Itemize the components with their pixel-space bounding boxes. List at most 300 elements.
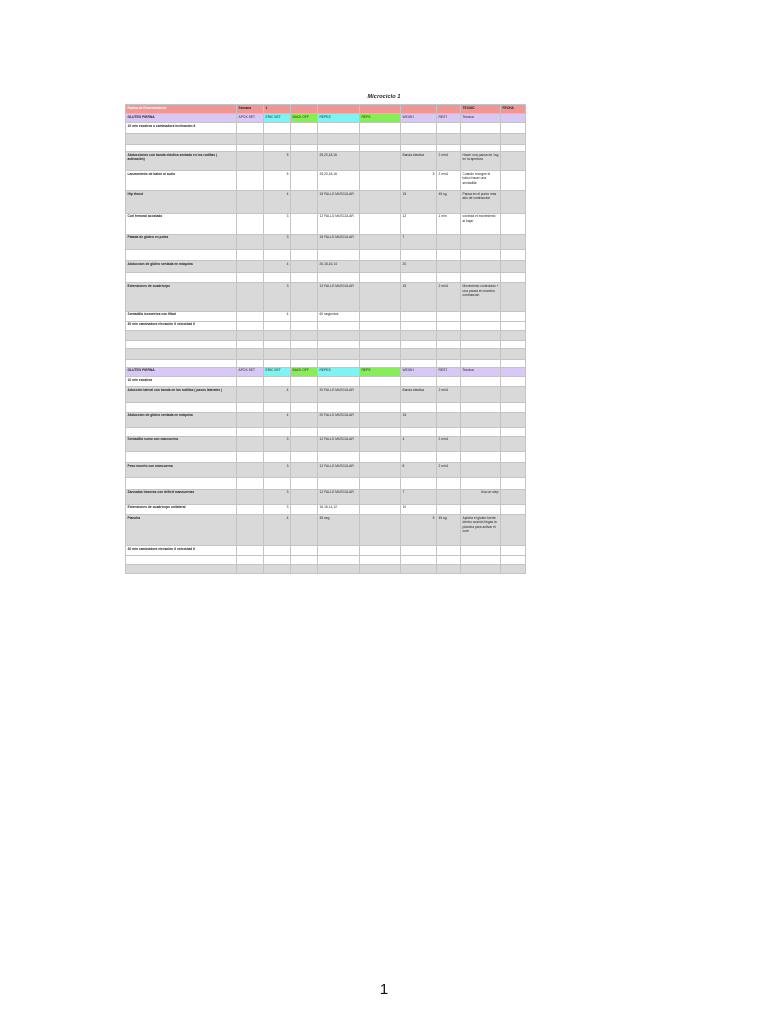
table-cell <box>237 144 264 151</box>
table-cell <box>291 249 318 260</box>
exercise-cell: Hip thrust <box>126 191 237 213</box>
table-row <box>126 452 526 463</box>
table-cell <box>237 556 264 564</box>
table-cell <box>501 144 526 151</box>
column-header: REST <box>437 114 461 123</box>
table-cell <box>237 436 264 451</box>
table-cell <box>360 489 401 504</box>
table-cell <box>360 427 401 436</box>
table-row <box>126 478 526 489</box>
table-cell <box>360 249 401 260</box>
table-cell <box>437 504 461 514</box>
table-cell <box>264 556 291 564</box>
table-cell <box>501 349 526 359</box>
table-cell <box>437 556 461 564</box>
table-cell <box>291 463 318 478</box>
table-row <box>126 427 526 436</box>
exercise-cell: Abduccion de glúteo sentada en máquina <box>126 261 237 273</box>
table-cell <box>264 321 291 330</box>
table-cell <box>360 311 401 321</box>
table-cell <box>501 359 526 367</box>
table-cell <box>291 403 318 412</box>
exercise-cell: Lanzamiento de balon al suelo <box>126 171 237 191</box>
exercise-cell: Curl femoral acostado <box>126 213 237 234</box>
table-cell <box>237 191 264 213</box>
table-row <box>126 436 526 451</box>
table-cell: 3 <box>264 504 291 514</box>
table-cell <box>401 359 437 367</box>
table-cell <box>401 249 437 260</box>
header-blank <box>437 105 461 114</box>
table-cell <box>318 144 360 151</box>
table-cell <box>461 123 501 133</box>
table-cell <box>291 478 318 489</box>
table-cell <box>437 376 461 386</box>
table-cell <box>264 403 291 412</box>
tecnic-label: TECNIC <box>461 105 501 114</box>
table-cell: Banda elastica <box>401 151 437 170</box>
table-cell <box>237 261 264 273</box>
column-header: Tecnica <box>461 114 501 123</box>
table-cell <box>291 151 318 170</box>
table-cell: 20 <box>401 261 437 273</box>
table-cell <box>501 376 526 386</box>
table-cell <box>461 452 501 463</box>
exercise-cell: 10 min escalera <box>126 376 237 386</box>
table-cell <box>401 427 437 436</box>
table-cell <box>360 515 401 546</box>
table-row <box>126 489 526 504</box>
table-cell: 20 FALLO MUSCULAR <box>318 387 360 403</box>
table-cell <box>501 283 526 311</box>
table-cell: 7 <box>401 489 437 504</box>
exercise-cell: Extensiones de cuadriceps <box>126 283 237 311</box>
table-cell: 4 <box>264 412 291 427</box>
table-cell <box>264 341 291 349</box>
table-cell <box>501 151 526 170</box>
table-cell <box>237 403 264 412</box>
table-cell: 3 <box>264 213 291 234</box>
table-cell <box>264 331 291 341</box>
table-cell <box>237 331 264 341</box>
table-cell <box>501 427 526 436</box>
exercise-cell: Sentadilla sumo con mancuerna <box>126 436 237 451</box>
table-cell <box>237 283 264 311</box>
table-cell <box>401 376 437 386</box>
table-cell <box>461 556 501 564</box>
header-blank <box>291 105 318 114</box>
exercise-cell <box>126 349 237 359</box>
table-cell <box>461 321 501 330</box>
table-cell <box>461 349 501 359</box>
week-label: Semana <box>237 105 264 114</box>
table-row <box>126 171 526 191</box>
table-cell <box>237 273 264 283</box>
table-cell <box>360 452 401 463</box>
table-cell <box>360 133 401 144</box>
table-cell <box>318 273 360 283</box>
table-cell <box>237 321 264 330</box>
table-cell <box>360 436 401 451</box>
table-cell: 4 <box>264 387 291 403</box>
table-cell <box>437 261 461 273</box>
table-row <box>126 249 526 260</box>
table-cell <box>264 478 291 489</box>
table-cell <box>501 463 526 478</box>
table-cell <box>291 331 318 341</box>
table-cell <box>291 123 318 133</box>
table-cell <box>237 387 264 403</box>
table-cell: 15 FALLO MUSCULAR <box>318 191 360 213</box>
table-cell <box>437 489 461 504</box>
table-cell <box>501 403 526 412</box>
column-header: REPS <box>360 114 401 123</box>
table-cell <box>318 349 360 359</box>
table-cell <box>291 376 318 386</box>
table-cell <box>360 478 401 489</box>
table-cell <box>360 546 401 556</box>
table-cell: 15 <box>401 412 437 427</box>
table-cell <box>237 359 264 367</box>
exercise-cell: Abduccion de glúteo sentada en máquina <box>126 412 237 427</box>
table-cell: Cuando recoges el balon hacer una sentadilla <box>461 171 501 191</box>
table-row <box>126 359 526 367</box>
table-cell <box>461 331 501 341</box>
column-header: WEIGH <box>401 114 437 123</box>
table-cell <box>401 144 437 151</box>
table-cell <box>360 387 401 403</box>
table-cell <box>437 412 461 427</box>
table-cell <box>291 436 318 451</box>
table-cell <box>360 463 401 478</box>
table-cell <box>291 515 318 546</box>
table-cell <box>437 144 461 151</box>
table-cell: Movimiento controlado + una pausa en maximo contraccion <box>461 283 501 311</box>
exercise-cell: Abducciones con banda elástica sentada en los rodillas ( activación) <box>126 151 237 170</box>
table-cell: 25,20,18,16 <box>318 151 360 170</box>
exercise-cell <box>126 341 237 349</box>
table-row <box>126 261 526 273</box>
table-cell <box>360 504 401 514</box>
table-cell <box>291 427 318 436</box>
exercise-cell <box>126 556 237 564</box>
table-cell <box>318 133 360 144</box>
exercise-cell <box>126 427 237 436</box>
table-cell <box>237 412 264 427</box>
table-cell <box>291 564 318 573</box>
table-cell <box>264 349 291 359</box>
table-cell: 20,18,16,14 <box>318 261 360 273</box>
table-cell <box>437 133 461 144</box>
table-cell: 4 <box>264 191 291 213</box>
table-cell <box>401 478 437 489</box>
table-cell <box>318 452 360 463</box>
table-cell <box>401 546 437 556</box>
table-cell <box>360 349 401 359</box>
table-cell <box>264 273 291 283</box>
table-cell <box>501 412 526 427</box>
table-cell: 12 FALLO MUSCULAR <box>318 463 360 478</box>
table-cell <box>461 249 501 260</box>
table-cell <box>291 349 318 359</box>
exercise-cell <box>126 249 237 260</box>
exercise-cell: Zancadas traseras con déficit mancuernas <box>126 489 237 504</box>
table-cell <box>360 273 401 283</box>
table-row <box>126 403 526 412</box>
table-cell <box>437 564 461 573</box>
table-cell <box>291 412 318 427</box>
table-cell: 12 FALLO MUSCULAR <box>318 436 360 451</box>
table-cell: Usa un step <box>461 489 501 504</box>
table-cell <box>291 133 318 144</box>
table-cell <box>360 321 401 330</box>
table-cell <box>318 331 360 341</box>
header-blank <box>401 105 437 114</box>
table-row <box>126 341 526 349</box>
table-cell: 4 <box>264 261 291 273</box>
table-cell <box>501 556 526 564</box>
table-cell <box>401 564 437 573</box>
table-cell <box>237 504 264 514</box>
table-cell <box>461 504 501 514</box>
table-cell <box>401 403 437 412</box>
table-cell: 3 <box>264 283 291 311</box>
table-cell <box>360 556 401 564</box>
exercise-cell: Sentadilla isometrica con fitbal <box>126 311 237 321</box>
table-cell: 7 <box>401 234 437 249</box>
table-cell <box>237 564 264 573</box>
table-cell <box>237 489 264 504</box>
table-cell <box>291 489 318 504</box>
table-row <box>126 133 526 144</box>
table-row <box>126 283 526 311</box>
table-cell <box>360 144 401 151</box>
table-cell <box>501 123 526 133</box>
header-blank <box>360 105 401 114</box>
table-cell: 15 FALLO MUSCULAR <box>318 234 360 249</box>
table-cell <box>461 261 501 273</box>
table-cell <box>237 452 264 463</box>
table-cell: 15 <box>401 191 437 213</box>
table-cell <box>501 249 526 260</box>
table-cell <box>461 234 501 249</box>
table-cell <box>437 234 461 249</box>
table-cell: 25,20,18,16 <box>318 171 360 191</box>
table-cell <box>501 341 526 349</box>
table-cell <box>461 311 501 321</box>
table-cell <box>264 546 291 556</box>
exercise-cell <box>126 331 237 341</box>
table-cell <box>360 341 401 349</box>
table-cell <box>461 436 501 451</box>
table-cell <box>461 427 501 436</box>
table-cell <box>291 261 318 273</box>
table-cell <box>360 564 401 573</box>
table-cell: 12 FALLO MUSCULAR <box>318 489 360 504</box>
table-cell <box>237 311 264 321</box>
table-cell <box>237 376 264 386</box>
table-cell <box>360 151 401 170</box>
header-blank <box>318 105 360 114</box>
exercise-cell <box>126 359 237 367</box>
column-header: REPS <box>360 367 401 376</box>
table-cell <box>461 412 501 427</box>
table-cell <box>264 133 291 144</box>
table-cell <box>437 478 461 489</box>
column-header: ERIC SET <box>264 367 291 376</box>
table-row <box>126 123 526 133</box>
section-header-row <box>126 367 526 376</box>
table-cell <box>291 321 318 330</box>
table-cell <box>437 249 461 260</box>
table-cell <box>237 151 264 170</box>
table-cell <box>461 341 501 349</box>
section-title: GLUTEO PIERNA <box>126 114 237 123</box>
table-cell <box>318 341 360 349</box>
table-cell <box>501 504 526 514</box>
table-cell <box>291 546 318 556</box>
table-cell <box>461 463 501 478</box>
table-row <box>126 144 526 151</box>
table-cell <box>237 234 264 249</box>
table-cell: 10 <box>401 504 437 514</box>
table-cell <box>237 515 264 546</box>
table-cell <box>291 359 318 367</box>
table-row <box>126 349 526 359</box>
table-cell: 2 min1 <box>437 387 461 403</box>
table-cell <box>461 273 501 283</box>
training-sheet <box>125 104 526 574</box>
table-cell <box>291 191 318 213</box>
table-cell <box>318 403 360 412</box>
table-cell: 3 <box>264 489 291 504</box>
exercise-cell <box>126 144 237 151</box>
table-row <box>126 556 526 564</box>
table-cell <box>437 403 461 412</box>
table-cell <box>437 359 461 367</box>
table-cell: 15 <box>401 283 437 311</box>
table-cell <box>360 359 401 367</box>
exercise-cell <box>126 133 237 144</box>
table-cell: 2 min1 <box>437 171 461 191</box>
table-cell <box>461 546 501 556</box>
table-cell <box>437 321 461 330</box>
table-cell: 3 <box>264 234 291 249</box>
table-cell <box>501 478 526 489</box>
exercise-cell: 30 min caminadora elevación 6 velocidad 6 <box>126 546 237 556</box>
table-cell <box>501 213 526 234</box>
table-cell <box>237 341 264 349</box>
table-cell <box>437 273 461 283</box>
table-cell <box>318 556 360 564</box>
table-cell <box>237 427 264 436</box>
table-cell: Banda elastica <box>401 387 437 403</box>
table-cell <box>501 331 526 341</box>
table-row <box>126 387 526 403</box>
column-header: Tecnica <box>461 367 501 376</box>
exercise-cell: Peso muerto con mancuerna <box>126 463 237 478</box>
table-cell <box>501 452 526 463</box>
table-cell <box>437 123 461 133</box>
exercise-cell: Extensiones de cuadriceps unilateral <box>126 504 237 514</box>
section-title: GLUTEO PIERNA <box>126 367 237 376</box>
exercise-cell: Aducción lateral con banda en las rodillas ( pasos laterales ) <box>126 387 237 403</box>
table-row <box>126 504 526 514</box>
table-cell <box>264 376 291 386</box>
table-cell <box>291 171 318 191</box>
column-header: BACK OFF <box>291 114 318 123</box>
table-cell <box>264 452 291 463</box>
table-cell <box>360 331 401 341</box>
table-cell <box>237 546 264 556</box>
table-cell <box>501 261 526 273</box>
table-cell <box>501 436 526 451</box>
table-cell <box>291 452 318 463</box>
table-cell <box>264 144 291 151</box>
table-row <box>126 321 526 330</box>
table-cell: 5 <box>401 515 437 546</box>
table-cell <box>501 311 526 321</box>
table-cell <box>237 171 264 191</box>
exercise-cell <box>126 564 237 573</box>
week-value: 1 <box>264 105 291 114</box>
table-cell <box>437 452 461 463</box>
exercise-cell <box>126 478 237 489</box>
column-header: REST <box>437 367 461 376</box>
table-cell <box>501 234 526 249</box>
table-cell <box>318 359 360 367</box>
table-cell <box>360 376 401 386</box>
table-cell <box>318 321 360 330</box>
table-cell: 2 min1 <box>437 463 461 478</box>
table-cell <box>291 311 318 321</box>
table-cell: 45 seg <box>318 515 360 546</box>
table-cell <box>401 273 437 283</box>
table-cell <box>237 133 264 144</box>
section-header-row <box>126 114 526 123</box>
table-cell <box>401 311 437 321</box>
table-cell <box>264 249 291 260</box>
table-cell <box>501 546 526 556</box>
table-cell <box>264 564 291 573</box>
column-header <box>501 114 526 123</box>
table-cell <box>501 489 526 504</box>
page-number: 1 <box>379 981 389 998</box>
exercise-cell: Plancha <box>126 515 237 546</box>
column-header: BACK OFF <box>291 367 318 376</box>
table-cell <box>237 123 264 133</box>
table-cell: 3 <box>264 436 291 451</box>
table-cell <box>461 133 501 144</box>
table-row <box>126 273 526 283</box>
table-cell: 5 <box>264 171 291 191</box>
table-cell <box>461 564 501 573</box>
table-cell: 5 <box>401 171 437 191</box>
table-cell <box>401 556 437 564</box>
column-header: REPES <box>318 114 360 123</box>
table-cell <box>401 123 437 133</box>
table-row <box>126 412 526 427</box>
table-cell <box>461 478 501 489</box>
table-cell: 3 <box>264 463 291 478</box>
table-row <box>126 564 526 573</box>
table-cell <box>291 341 318 349</box>
table-cell <box>318 564 360 573</box>
column-header: ERIC SET <box>264 114 291 123</box>
table-cell: 45 sg <box>437 515 461 546</box>
table-row <box>126 515 526 546</box>
table-cell <box>401 341 437 349</box>
